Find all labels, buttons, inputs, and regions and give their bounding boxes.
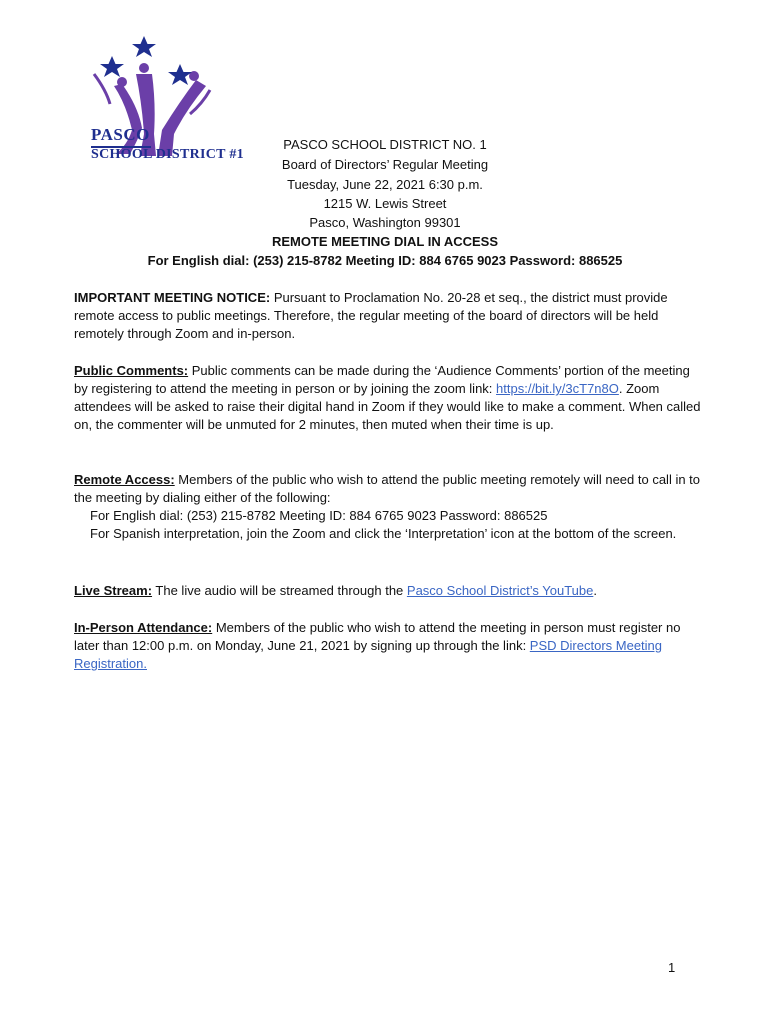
remote-access-text: Members of the public who wish to attend the public meeting remotely will need to call in to the meeting by dialing either of the following: [74, 472, 701, 505]
zoom-link[interactable]: https://bit.ly/3cT7n8O [496, 381, 619, 396]
public-comments-label: Public Comments: [74, 363, 189, 378]
logo-star-left [100, 56, 124, 77]
meeting-city: Pasco, Washington 99301 [309, 215, 461, 230]
page-number: 1 [668, 960, 676, 975]
live-stream-label: Live Stream: [74, 583, 153, 598]
english-dial-line: For English dial: (253) 215-8782 Meeting ID: 884 6765 9023 Password: 886525 [147, 253, 623, 268]
public-comments-text: Public comments can be made during the ‘Audience Comments’ portion of the meeting by registering to attend the meeting in person or by joining the zoom link: [74, 363, 690, 396]
live-stream-end: . [593, 583, 597, 598]
youtube-link[interactable]: Pasco School District’s YouTube [406, 583, 594, 598]
remote-spanish-interpretation: For Spanish interpretation, join the Zoom and click the ‘Interpretation’ icon at the bottom of the screen. [90, 526, 677, 541]
in-person-label: In-Person Attendance: [74, 620, 213, 635]
live-stream [74, 582, 704, 600]
important-notice [74, 289, 704, 343]
live-stream-text: The live audio will be streamed through the [152, 583, 407, 598]
in-person-text: Members of the public who wish to attend the meeting in person must register no later than 12:00 p.m. on Monday, June 21, 2021 by signing up through the link: [74, 620, 681, 653]
in-person-attendance [74, 619, 704, 673]
notice-text: Pursuant to Proclamation No. 20-28 et seq., the district must provide remote access to public meetings. Therefore, the regular meeting of the board of directors will be held remotely through Zoom and in-person. [74, 290, 668, 341]
meeting-date: Tuesday, June 22, 2021 6:30 p.m. [287, 177, 483, 192]
remote-english-dial: For English dial: (253) 215-8782 Meeting ID: 884 6765 9023 Password: 886525 [90, 508, 548, 523]
logo-wordmark-line2: SCHOOL DISTRICT #1 [91, 147, 244, 162]
meeting-type: Board of Directors’ Regular Meeting [281, 157, 489, 172]
remote-access [74, 471, 704, 543]
registration-link[interactable]: PSD Directors Meeting Registration. [74, 638, 663, 671]
logo-star-right [168, 64, 192, 85]
logo-star-center [132, 36, 156, 57]
meeting-street: 1215 W. Lewis Street [323, 196, 447, 211]
remote-access-heading: REMOTE MEETING DIAL IN ACCESS [271, 234, 499, 249]
public-comments-text-2: . Zoom attendees will be asked to raise their digital hand in Zoom if they would like to make a comment. When called on, the commenter will be unmuted for 2 minutes, then muted when their time is up. [74, 381, 701, 432]
logo-wordmark-line1: PASCO [91, 125, 150, 144]
remote-access-label: Remote Access: [74, 472, 175, 487]
notice-label: IMPORTANT MEETING NOTICE: [74, 290, 271, 305]
public-comments [74, 362, 704, 434]
district-title: PASCO SCHOOL DISTRICT NO. 1 [283, 137, 487, 152]
